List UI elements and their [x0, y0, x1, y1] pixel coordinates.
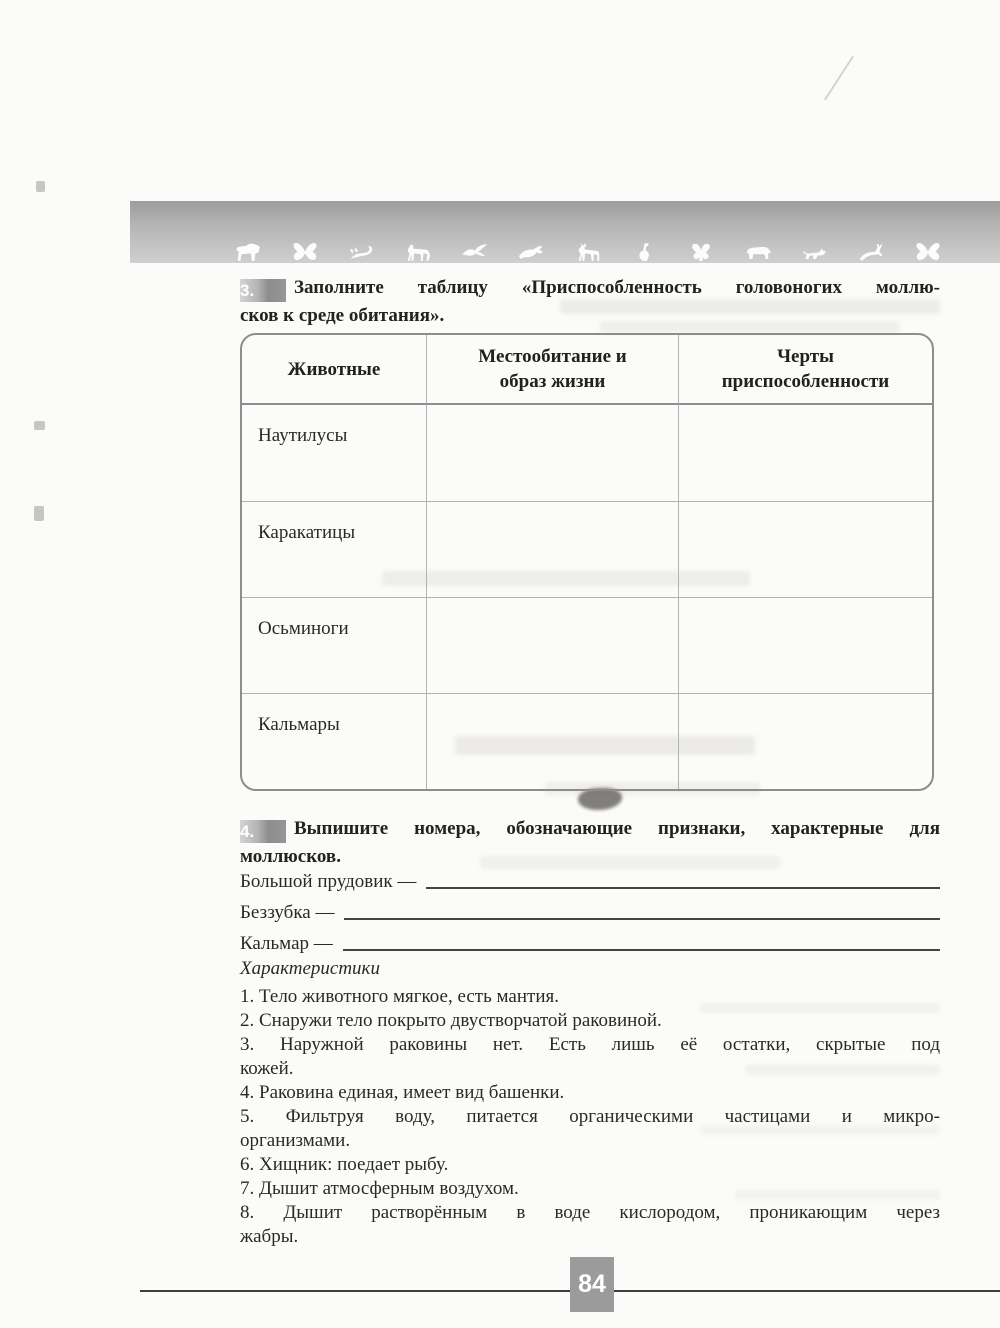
column-header-traits: Черты приспособленности — [678, 335, 932, 405]
characteristic-item-2: 2. Снаружи тело покрыто двустворчатой раковиной. — [240, 1010, 662, 1031]
empty-cell — [426, 693, 678, 789]
scan-artifact — [36, 181, 45, 192]
butterfly-icon — [291, 241, 319, 262]
answer-line — [343, 949, 940, 951]
characteristic-item-8: 8. Дышит растворённым в воде кислородом, проникающим через жабры. — [240, 1202, 940, 1247]
fill-in-row-kalmar — [240, 924, 940, 955]
fill-in-section — [240, 862, 940, 955]
whale-icon — [517, 241, 545, 262]
empty-cell — [426, 405, 678, 501]
fill-in-label: Большой прудовик — — [240, 871, 417, 892]
empty-cell — [426, 597, 678, 693]
task-number-badge: 3. — [240, 279, 286, 302]
answer-line — [344, 918, 940, 920]
animal-silhouettes-row — [130, 241, 1000, 262]
row-label-octopus: Осьминоги — [242, 597, 426, 693]
characteristic-item-1: 1. Тело животного мягкое, есть мантия. — [240, 986, 559, 1007]
task-3-line-2: сков к среде обитания». — [240, 305, 445, 326]
chapter-header-band — [130, 201, 1000, 263]
row-label-cuttlefish: Каракатицы — [242, 501, 426, 597]
column-header-animals: Животные — [242, 335, 426, 405]
characteristic-item-5: 5. Фильтруя воду, питается органическими частицами и микро- организмами. — [240, 1106, 940, 1151]
characteristic-item-3: 3. Наружной раковины нет. Есть лишь её остатки, скрытые под кожей. — [240, 1034, 940, 1079]
flying-bird-icon — [461, 241, 489, 262]
fill-in-row-prudovik — [240, 862, 940, 893]
fox-icon — [801, 241, 829, 262]
characteristic-item-6: 6. Хищник: поедает рыбу. — [240, 1154, 449, 1175]
task-number-badge: 4. — [240, 820, 286, 843]
empty-cell — [678, 693, 932, 789]
horse-icon — [404, 241, 432, 262]
task-4-line-1 — [240, 815, 940, 843]
scan-artifact — [34, 421, 45, 430]
characteristics-heading: Характеристики — [240, 958, 380, 979]
characteristics-section — [240, 956, 940, 1249]
scan-artifact — [34, 506, 44, 521]
task-3-line-1 — [240, 274, 940, 302]
task-4-text: Выпишите номера, обозначающие признаки, характерные для — [294, 818, 940, 839]
empty-cell — [678, 405, 932, 501]
moose-icon — [574, 241, 602, 262]
scan-artifact — [824, 56, 854, 101]
moth-icon — [687, 241, 715, 262]
characteristic-item-7: 7. Дышит атмосферным воздухом. — [240, 1178, 519, 1199]
fill-in-label: Кальмар — — [240, 933, 333, 954]
characteristic-item-4: 4. Раковина единая, имеет вид башенки. — [240, 1082, 565, 1103]
boar-icon — [744, 241, 772, 262]
row-label-squid: Кальмары — [242, 693, 426, 789]
page-number: 84 — [578, 1270, 606, 1298]
fill-in-label: Беззубка — — [240, 902, 335, 923]
task-4-line-2: моллюсков. — [240, 846, 341, 867]
bison-icon — [234, 241, 262, 262]
row-label-nautilus: Наутилусы — [258, 425, 348, 446]
goose-icon — [631, 241, 659, 262]
empty-cell — [678, 597, 932, 693]
task-3 — [240, 274, 940, 329]
empty-cell — [426, 501, 678, 597]
ink-smudge-artifact — [578, 788, 622, 810]
butterfly-icon — [914, 241, 942, 262]
fill-in-row-bezzubka — [240, 893, 940, 924]
antelope-icon — [857, 241, 885, 262]
column-header-habitat: Местообитание и образ жизни — [426, 335, 678, 405]
scorpion-icon — [347, 241, 375, 262]
adaptation-table — [240, 333, 934, 791]
page-number-badge — [570, 1257, 614, 1312]
task-3-text: Заполните таблицу «Приспособленность головоногих моллю- — [294, 277, 940, 298]
answer-line — [426, 887, 940, 889]
empty-cell — [678, 501, 932, 597]
